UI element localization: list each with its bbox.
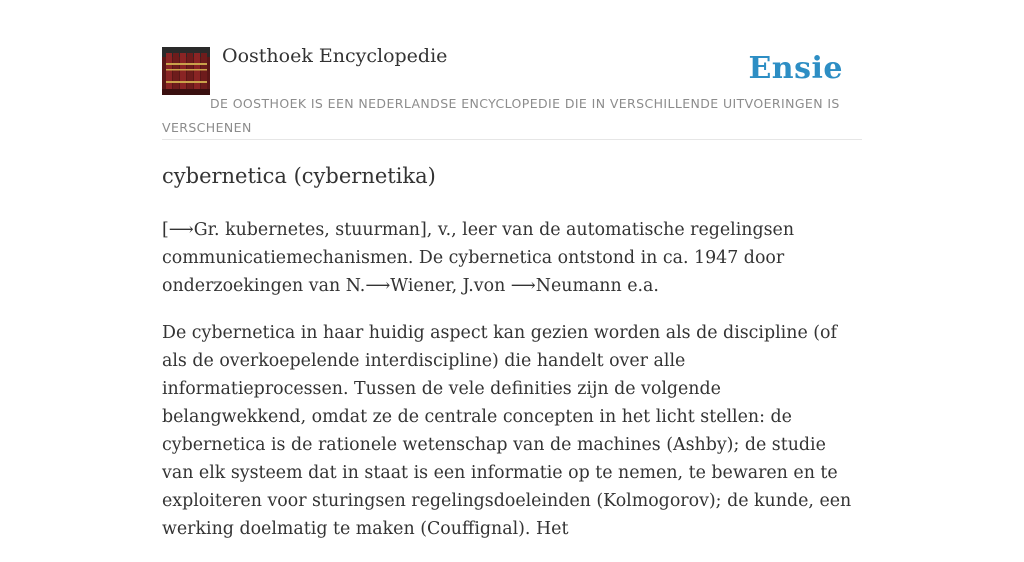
brand-logo-link[interactable]: Ensie xyxy=(748,51,843,86)
avatar[interactable] xyxy=(162,47,210,95)
article-paragraph: [⟶Gr. kubernetes, stuurman], v., leer van de automatische regelingsen communicatiemechanismen. De cybernetica ontstond in ca. 1947 door onderzoekingen van N.⟶Wiener, J.von ⟶Neumann e.a. xyxy=(162,220,795,296)
content-column xyxy=(162,0,862,539)
article-body xyxy=(162,216,862,562)
site-title-link[interactable]: Oosthoek Encyclopedie xyxy=(222,45,448,67)
article-title: cybernetica (cybernetika) xyxy=(162,164,436,188)
site-header xyxy=(162,0,862,140)
site-tagline: DE OOSTHOEK IS EEN NEDERLANDSE ENCYCLOPEDIE DIE IN VERSCHILLENDE UITVOERINGEN IS VERSCHENEN xyxy=(162,96,840,135)
article-paragraph: De cybernetica in haar huidig aspect kan gezien worden als de discipline (of als de overkoepelende interdiscipline) die handelt over alle informatieprocessen. Tussen de vele definities zijn de volgende belangwekkend, omdat ze de centrale concepten in het licht stellen: de cybernetica is de rationele wetenschap van de machines (Ashby); de studie van elk systeem dat in staat is een informatie op te nemen, te bewaren en te exploiteren voor sturingsen regelingsdoeleinden (Kolmogorov); de kunde, een werking doelmatig te maken (Couffignal). Het xyxy=(162,323,852,539)
encyclopedia-books-icon xyxy=(162,47,210,95)
